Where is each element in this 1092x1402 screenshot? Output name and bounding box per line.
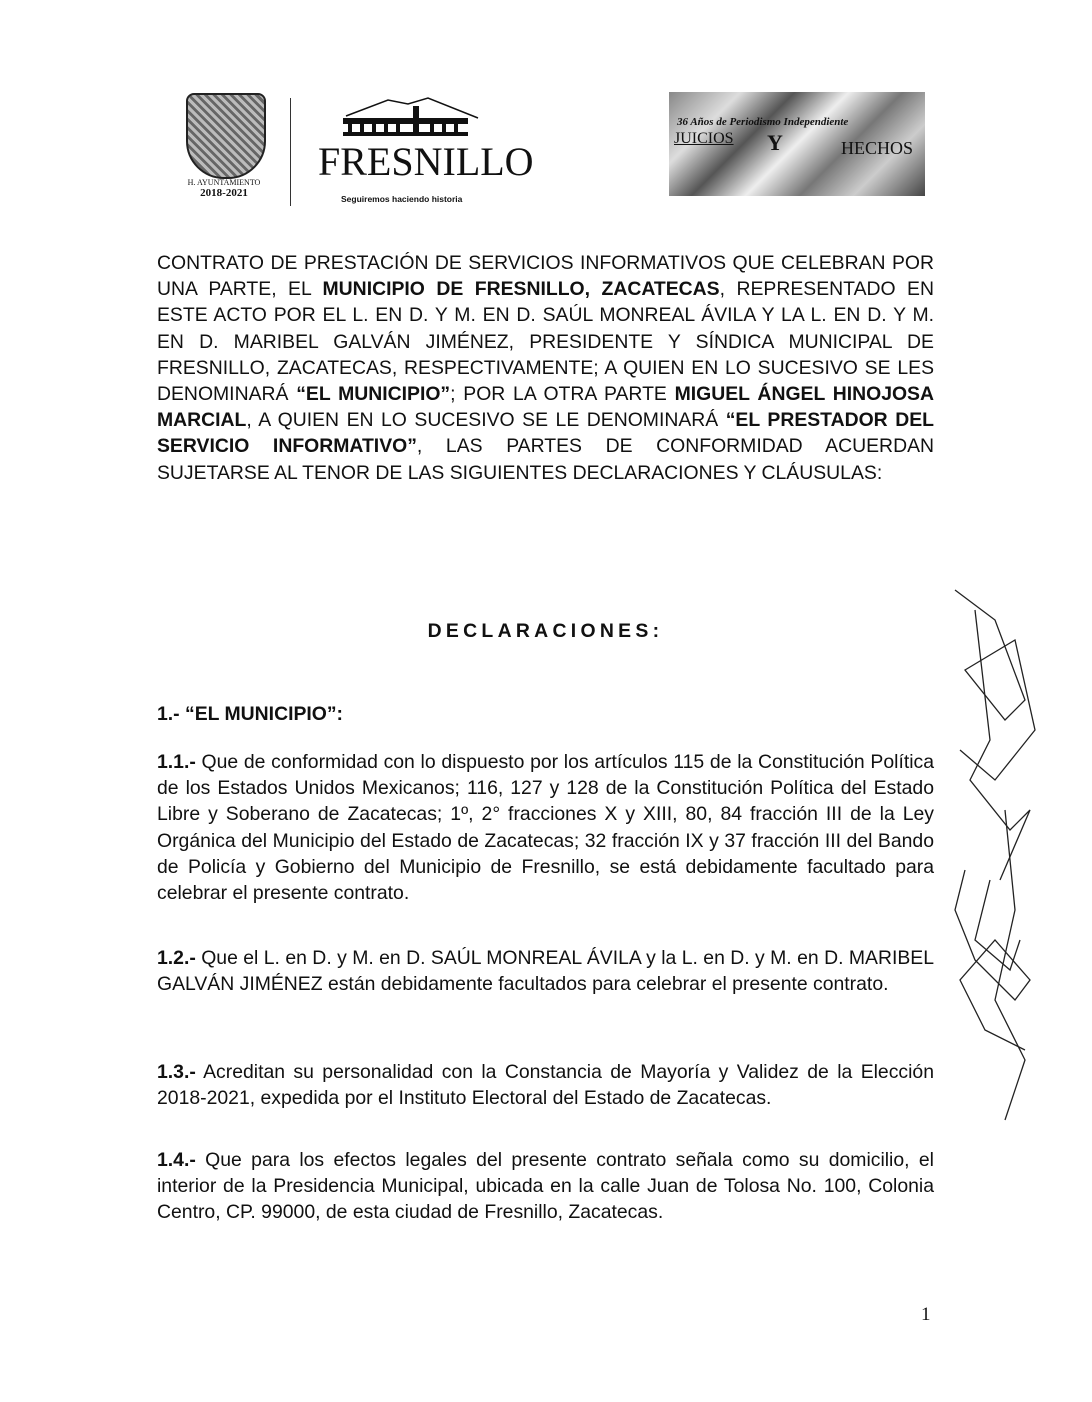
juicios-y-hechos-logo xyxy=(669,92,925,196)
clause-number: 1.4.- xyxy=(157,1149,196,1171)
intro-bold-segment: MIGUEL ÁNGEL HINOJOSA MARCIAL xyxy=(157,383,934,432)
clause-number: 1.2.- xyxy=(157,947,196,969)
seal-label xyxy=(178,178,270,198)
seal-label-top: H. AYUNTAMIENTO xyxy=(187,178,261,187)
seal-label-years: 2018-2021 xyxy=(200,187,248,199)
clause-text: Que para los efectos legales del presente contrato señala como su domicilio, el interior de la Presidencia Municipal, ubicada en la calle Juan de Tolosa No. 100, Colonia Centro, CP. 99000, de esta ciudad de Fresnillo, Zacatecas. xyxy=(157,1149,934,1224)
jh-word1: JUICIOS xyxy=(674,130,734,147)
intro-paragraph xyxy=(157,250,934,486)
intro-text-segment: ; POR LA OTRA PARTE xyxy=(450,383,675,406)
intro-text-segment: CONTRATO DE PRESTACIÓN DE SERVICIOS INFORMATIVOS QUE CELEBRAN POR UNA PARTE, EL xyxy=(157,252,934,301)
declaraciones-heading: DECLARACIONES: xyxy=(427,620,664,642)
section-heading: 1.- “EL MUNICIPIO”: xyxy=(157,703,344,725)
clause-1-3 xyxy=(157,1059,934,1111)
municipal-seal-logo xyxy=(186,93,266,179)
intro-text-segment: , A QUIEN EN LO SUCESIVO SE LE DENOMINARÁ xyxy=(246,409,726,432)
intro-text-segment: , REPRESENTADO EN ESTE ACTO POR EL L. EN D. Y M. EN D. SAÚL MONREAL ÁVILA Y LA L. EN D. Y M. EN D. MARIBEL GALVÁN JIMÉNEZ, PRESIDENTE Y SÍNDICA MUNICIPAL DE FRESNILLO, ZACATECAS, RESPECTIVAMENTE; A QUIEN EN LO SUCESIVO SE LES DENOMINARÁ xyxy=(157,278,934,406)
clause-text: Que el L. en D. y M. en D. SAÚL MONREAL ÁVILA y la L. en D. y M. en D. MARIBEL GALVÁN JIMÉNEZ están debidamente facultados para celebrar el presente contrato. xyxy=(157,947,934,996)
jh-subtitle: 36 Años de Periodismo Independiente xyxy=(677,116,849,128)
fresnillo-name: FRESNILLO xyxy=(318,139,534,184)
clause-text: Que de conformidad con lo dispuesto por los artículos 115 de la Constitución Política de los Estados Unidos Mexicanos; 116, 127 y 128 de la Constitución Política del Estado Libre y Soberano de Zacatecas; 1º, 2° fracciones X y XIII, 80, 84 fracción III de la Ley Orgánica del Municipio del Estado de Zacatecas; 32 fracción IX y 37 fracción III del Bando de Policía y Gobierno del Municipio de Fresnillo, se está debidamente facultado para celebrar el presente contrato. xyxy=(157,751,934,905)
handwritten-signature xyxy=(935,580,1045,1140)
page-number: 1 xyxy=(921,1304,931,1325)
clause-1-2 xyxy=(157,945,934,997)
clause-1-4 xyxy=(157,1147,934,1226)
clause-text: Acreditan su personalidad con la Constancia de Mayoría y Validez de la Elección 2018-2021, expedida por el Instituto Electoral del Estado de Zacatecas. xyxy=(157,1061,934,1110)
clause-number: 1.3.- xyxy=(157,1061,196,1083)
intro-bold-segment: “EL MUNICIPIO” xyxy=(296,383,451,406)
jh-word2: Y xyxy=(767,130,783,155)
intro-bold-segment: MUNICIPIO DE FRESNILLO, ZACATECAS xyxy=(322,278,720,301)
clause-1-1 xyxy=(157,749,934,906)
intro-text-segment: , LAS PARTES DE CONFORMIDAD ACUERDAN SUJETARSE AL TENOR DE LAS SIGUIENTES DECLARACIONES Y CLÁUSULAS: xyxy=(157,435,935,484)
logo-divider xyxy=(290,98,291,206)
letterhead xyxy=(0,90,1092,220)
clause-number: 1.1.- xyxy=(157,751,196,773)
fresnillo-tagline: Seguiremos haciendo historia xyxy=(341,194,463,204)
jh-word3: HECHOS xyxy=(841,138,914,158)
intro-bold-segment: “EL PRESTADOR DEL SERVICIO INFORMATIVO” xyxy=(157,409,934,458)
